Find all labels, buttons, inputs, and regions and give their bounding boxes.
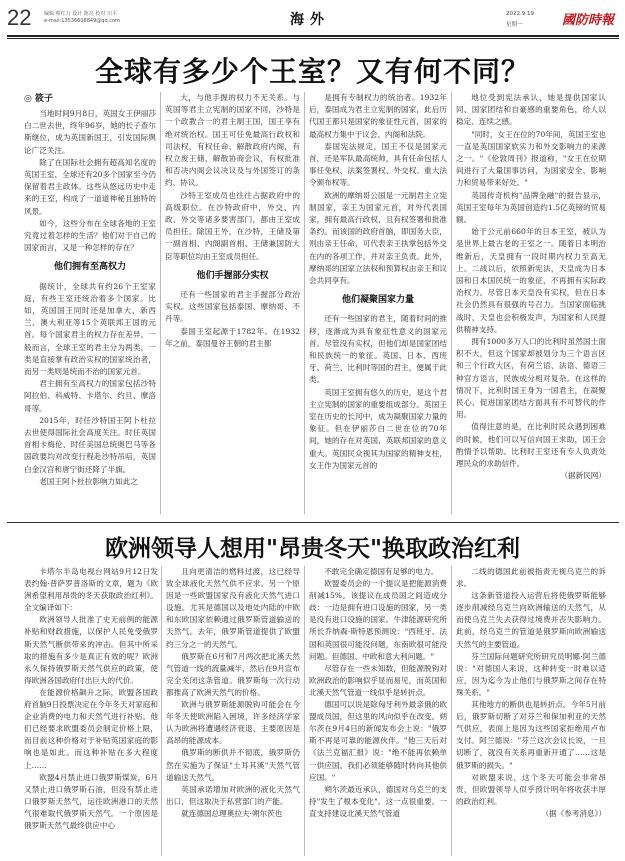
- paragraph: 君主拥有至高权力的国家包括沙特阿拉伯、科威特、卡塔尔、约旦、摩洛哥等。: [24, 379, 156, 413]
- paragraph: 欧盟4月禁止进口俄罗斯煤炭，6月又禁止进口俄罗斯石油，但没有禁止进口俄罗斯天然气，运往欧洲港口的天然气很难取代俄罗斯天然气。一个原因是俄罗斯天然气最终供应中心: [24, 772, 158, 830]
- subheading: 他们凝聚国家力量: [341, 295, 414, 306]
- paragraph: 就连德国总理奥拉夫·朔尔茨也: [181, 808, 283, 818]
- paragraph: 还有一些国家的君主手握部分政治实权。这些国家包括泰国、摩纳哥、不丹等。: [165, 290, 300, 324]
- article1-column-1: [24, 108, 156, 518]
- article2-column-3: [309, 566, 447, 856]
- paragraph: 是拥有专制权力的统治者。1932年后，泰国成为君主立宪制的国家，此后历代国王都只是国家的象征性元首，国家的最高权力集中于议会、内阁和法院。: [309, 93, 447, 139]
- article-separator: [7, 522, 619, 523]
- paragraph: 欧洲与俄罗斯能源脱钩可能会在今年冬天使欧洲陷入困境，许多经济学家认为欧洲将遭遇经济衰退，主要原因是高昂的能源成本。: [166, 700, 300, 746]
- column-divider: [161, 566, 162, 856]
- article1-column-3: [309, 92, 447, 518]
- paragraph: 俄罗斯的断供并不彻底，俄罗斯仍然在实施为了保证"土耳其溪"天然气管道输送天然气。: [166, 748, 300, 782]
- date-line: 2022.9.19: [506, 11, 534, 17]
- paragraph: 欧洲领导人批准了史无前例的能源补贴和财政措施，以保护人民免受俄罗斯天然气断供带来的冲击。但其中所采取的措施有多少是真正有效的呢？欧洲永久保持俄罗斯天然气供应的政策，使得欧洲各国政府付出巨大的代价。: [24, 615, 158, 685]
- column-divider: [451, 566, 452, 856]
- paragraph: 其他地方的断供也是转折点。今年5月前后，俄罗斯切断了对芬兰和保加利亚的天然气供应，表面上是因为这些国家拒绝用卢布支付。阿兰德说："芬兰这次会议长说，一旦切断了，就没有关系再重新开通了……这是俄罗斯的损失。": [456, 700, 606, 770]
- article2-column-4: [456, 566, 606, 856]
- paragraph: 老国王阿卜杜拉影响力如此之: [39, 476, 138, 486]
- email-line: e-mail:13536608849@qq.com: [44, 18, 120, 24]
- paragraph: 地位受到宪法承认，她是提供国家认同、国家团结和自豪感的重要角色，给人以稳定、连续之感。: [456, 93, 606, 127]
- paragraph: 如今，这些分布在全球各地的王室究竟过着怎样的生活？他们对于自己的国家而言，又是一种怎样的存在？: [24, 218, 156, 253]
- article1-column-4: [456, 92, 606, 518]
- paragraph: 欧洲的摩纳哥公国是一元制君主立宪制国家，亲王为国家元首，对外代表国家，拥有最高行政权，且有权签署和批准条约。而该国的政府首脑，即国务大臣，则由亲王任命，可代表亲王执掌包括外交在内的各项工作，并对亲王负责。此外，摩纳哥的国家立法权和预算权由亲王和议会共同享有。: [309, 190, 447, 286]
- header-rule: [7, 35, 619, 37]
- page-header: [0, 0, 625, 36]
- paragraph: 这条新管道投入运营后将使俄罗斯能够逐步削减经乌克兰向欧洲输送的天然气，从而使乌克兰失去获得过境费并丧失影响力。此前，经乌克兰的管道是俄罗斯向欧洲输送天然气的主要管道。: [456, 591, 606, 649]
- paragraph: 不敢完全确定德国有足够的电力。: [324, 567, 439, 576]
- article2-column-1: [24, 566, 158, 856]
- paragraph: 还有一些国家的君主，随着时间的推移，逐渐成为具有象征性意义的国家元首。尽管没有实权，但他们却是国家团结和民族统一的象征。英国、日本、西班牙、荷兰、比利时等国的君主，便属于此类。: [309, 314, 447, 385]
- paragraph: 卡塔尔半岛电视台网站9月12日发表约翰·普萨罗普洛斯的文章，题为《欧洲希望利用昂贵的冬天获取政治红利》。全文编译如下：: [24, 567, 158, 613]
- paragraph: 欧盟委员会的一个提议是把能源消费削减15%。该提议在成员国之间造成分歧：一边是拥有进口设施的国家，另一类是没有进口设施的国家。牛津能源研究所所长乔纳森·斯特恩预测说："西班牙、法国和英国很可能没问题，东南欧很可能没问题。但德国、中欧和意大利问题。": [309, 579, 447, 661]
- paragraph: 芬兰国际问题研究所研究员明娜·阿兰德说："对德国人来说，这种转变一时难以适应，因为迄今为止他们与俄罗斯之间存在特殊关系。": [456, 651, 606, 697]
- paragraph: 当地时间9月8日，英国女王伊丽莎白二世去世，终年96岁，她的长子查尔斯继位，成为英国新国王，引发国际舆论广泛关注。: [24, 109, 156, 155]
- paragraph: 尽管存在一些未知数，但能源脱钩对欧洲政治的影响似乎显而易见，而英国和北溪天然气管道一线似乎是转折点。: [309, 663, 447, 697]
- paragraph: 在能源价格飙升之际，欧盟各国政府首脑9日投票决定在今年冬天对家庭和企业消费的电力和天然气进行补贴。他们已经要求欧盟委员会制定价格上限，而目前这种价格对于补贴英国家庭的影响也是如此。而这种补贴在多大程度上……: [24, 687, 158, 770]
- column-divider: [304, 566, 305, 856]
- paragraph: 对欧盟来说，这个冬天可能会非常昂贵，但欧盟领导人似乎预计明年将收获丰厚的政治红利。: [456, 772, 606, 806]
- article1-title: 全球有多少个王室？又有何不同？: [94, 55, 530, 88]
- article1-column-2: [165, 92, 300, 518]
- paragraph: 英国传奇机构"品牌金融"的报告显示，英国王室每年为英国创造约1.5亿英镑的贸易额。: [456, 190, 606, 225]
- subheading: 他们拥有至高权力: [53, 262, 126, 273]
- paragraph: 大，与他手握的权力不无关系。与英国等君主立宪制的国家不同，沙特是一个政教合一的君主制王国，国王享有绝对统治权。国王可任免最高行政权和司法权，有权任命、解散政府内阁，有权立废王储，解散协商会议，有权批准和否决内阁会议决议及与外国签订的条约、协议。: [165, 93, 300, 188]
- column-divider: [160, 92, 161, 514]
- paragraph: 二线的德国此前被指责无视乌克兰的诉求。: [456, 567, 606, 589]
- paragraph: 英国王室拥有悠久的历史，是这个君主立宪制的国家的重要组成部分。英国王室在历史的长河中，成为凝聚国家力量的象征。但在伊丽莎白二世在位的70年间，她的存在对英国、英联邦国家的意义重大。英国民众视其为国家的精神支柱，女王作为国家元首的: [309, 387, 447, 470]
- paragraph: "同时，女王在位的70年间，英国王室也一直是英国国家软实力和外交影响力的来源之一。"《伦敦周刊》报道称，"女王在位期间进行了大量国事访问，为国家安全、影响力和贸易带来好处。": [456, 129, 606, 188]
- column-divider: [451, 92, 452, 514]
- paragraph: 除了在国际社会拥有超高知名度的英国王室，全球还有20多个国家至今仍保留着君主政体。这些从悠远历史中走来的王室，构成了一道道神秘且独特的风景。: [24, 157, 156, 216]
- source-credit: （据新民网）: [560, 471, 606, 481]
- paragraph: 据统计，全球共有约26个王室家庭，有些王室还统治着多个国家。比如，英国国王同时还是加拿大、新西兰、澳大利亚等15个英联邦王国的元首。每个国家君主的权力存在差异。一般而言，全球王室的君主分为两类，一类是直接掌有政治实权的国家统治者，而另一类则是统而不治的国家元首。: [24, 281, 156, 377]
- section-title: 海外: [290, 12, 330, 28]
- paragraph: 2015年，时任沙特国王阿卜杜拉去世使得国际社会高度关注。时任英国首相卡梅伦、时任美国总统奥巴马等各国政要均对改变行程赴沙特吊唁，英国白金汉宫和唐宁街还降了半旗。: [24, 415, 156, 474]
- paragraph: 德国可以说是除匈牙利外最亲俄的欧盟成员国，但这里的风向似乎在改变。朔尔茨在9月4日的新闻发布会上说："俄罗斯不再是可靠的能源伙伴。"他三天后对《法兰克福汇报》说："绝不能再依赖单一供应国。我们必须能够随时转向其他供应国。": [309, 700, 447, 782]
- paragraph: 值得注意的是，在比利时民众遇到困难的时候，他们可以写信向国王求助，国王会酌情予以帮助。比利时王室还有专人负责处理民众的求助信件。: [456, 422, 606, 469]
- editor-line: 编辑 蔡红力 设计 陈亮 校对 川平: [44, 11, 117, 17]
- paragraph: 俄罗斯在6月和7月两次把北溪天然气管道一线的流量减半，然后在9月宣布完全关闭这条管道。俄罗斯每一次行动都推高了欧洲天然气的价格。: [166, 651, 300, 697]
- masthead-logo: 國防時報: [562, 13, 615, 28]
- paragraph: 且向更清洁的燃料过渡，这已经导致全球液化天然气供不应求。另一个原因是一些欧盟国家没有液化天然气进口设施。尤其是德国以及地处内陆的中欧和东欧国家依赖通过俄罗斯管道输送的天然气。去年，俄罗斯管道提供了欧盟约三分之一的天然气。: [166, 567, 300, 649]
- subheading: 他们手握部分实权: [196, 270, 269, 281]
- article2-title: 欧洲领导人想用"昂贵冬天"换取政治红利: [105, 536, 520, 562]
- paragraph: 朔尔茨最近承认，德国对乌克兰的支持"发生了根本变化"。这一点很重要。一直支持建设北溪天然气管道: [309, 784, 447, 818]
- paragraph: 英国承诺增加对欧洲的液化天然气出口，但这取决于私营部门的产能。: [166, 784, 300, 806]
- article1-byline: ◎ 筱子: [24, 94, 53, 104]
- page-number: 22: [7, 5, 32, 30]
- paragraph: 始于公元前660年的日本王室，被认为是世界上最古老的王室之一。随着日本明治维新后，天皇拥有一段时期内权力至高无上。二战以后，依照新宪法，天皇成为日本国和日本国民统一的象征，不再拥有实际政治权力。尽管日本天皇没有实权，但在日本社会仍然具有很强的号召力。当国家面临挑战时，天皇也会积极发声，为国家和人民提供精神支持。: [456, 227, 606, 334]
- column-divider: [304, 92, 305, 514]
- paragraph: 拥有1000多万人口的比利时虽然国土面积不大，但这个国家却被划分为三个语言区和三个行政大区，有荷兰语、法语、德语三种官方语言，民族成分相对复杂。在这样的情况下，比利时国王身为一国君主，在凝聚民心、促进国家团结方面具有不可替代的作用。: [456, 337, 606, 420]
- article2-column-2: [166, 566, 300, 856]
- header-rule-thin: [7, 38, 619, 39]
- paragraph: 泰国宪法规定，国王不仅是国家元首，还是军队最高统帅，具有任命包括人事任免权、法案签署权、外交权、重大法令颁布权等。: [309, 141, 447, 188]
- paragraph: 沙特王室成员也往往占据政府中的高级职位。在沙特政府中，外交、内政、外交等诸多要害部门，都由王室成员担任。除国王外，在沙特，王储及第一副首相、内阁副首相、王储兼国防大臣等职位均由王室成员担任。: [165, 190, 300, 261]
- source-credit: （据《参考消息》）: [541, 808, 606, 818]
- weekday: 星期一: [506, 22, 523, 28]
- paragraph: 泰国王室起源于1782年。在1932年之前，泰国曼谷王朝的君主都: [165, 326, 300, 348]
